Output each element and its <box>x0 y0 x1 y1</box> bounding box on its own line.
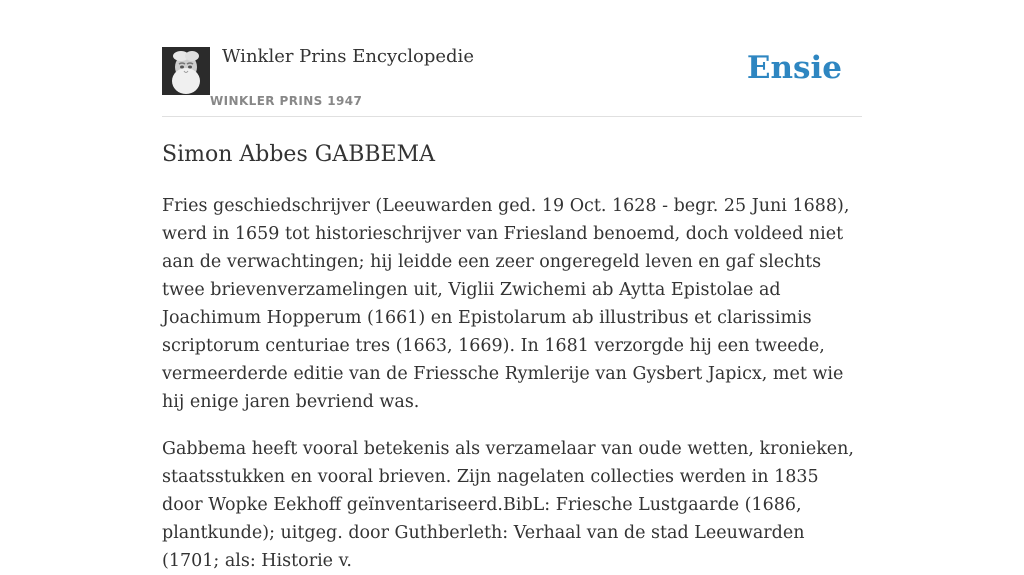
article-paragraph: Gabbema heeft vooral betekenis als verzamelaar van oude wetten, kronieken, staatsstukken en vooral brieven. Zijn nagelaten collecties werden in 1835 door Wopke Eekhoff geïnventariseerd.BibL: Friesche Lustgaarde (1686, plantkunde); uitgeg. door Guthberleth: Verhaal van de stad Leeuwarden (1701; als: Historie v. <box>162 439 854 571</box>
article <box>162 138 862 575</box>
header <box>162 42 862 117</box>
bearded-man-portrait-icon <box>162 47 210 95</box>
avatar[interactable] <box>162 47 210 95</box>
site-title[interactable]: Winkler Prins Encyclopedie <box>222 46 474 67</box>
article-paragraph: Fries geschiedschrijver (Leeuwarden ged. 19 Oct. 1628 - begr. 25 Juni 1688), werd in 1659 tot historieschrijver van Friesland benoemd, doch voldeed niet aan de verwachtingen; hij leidde een zeer ongeregeld leven en gaf slechts twee brievenverzamelingen uit, Viglii Zwichemi ab Aytta Epistolae ad Joachimum Hopperum (1661) en Epistolarum ab illustribus et clarissimis scriptorum centuriae tres (1663, 1669). In 1681 verzorgde hij een tweede, vermeerderde editie van de Friessche Rymlerije van Gysbert Japicx, met wie hij enige jaren bevriend was. <box>162 196 850 412</box>
article-title: Simon Abbes GABBEMA <box>162 142 436 167</box>
site-subtitle: WINKLER PRINS 1947 <box>210 94 363 108</box>
ensie-logo[interactable]: Ensie <box>746 50 842 86</box>
